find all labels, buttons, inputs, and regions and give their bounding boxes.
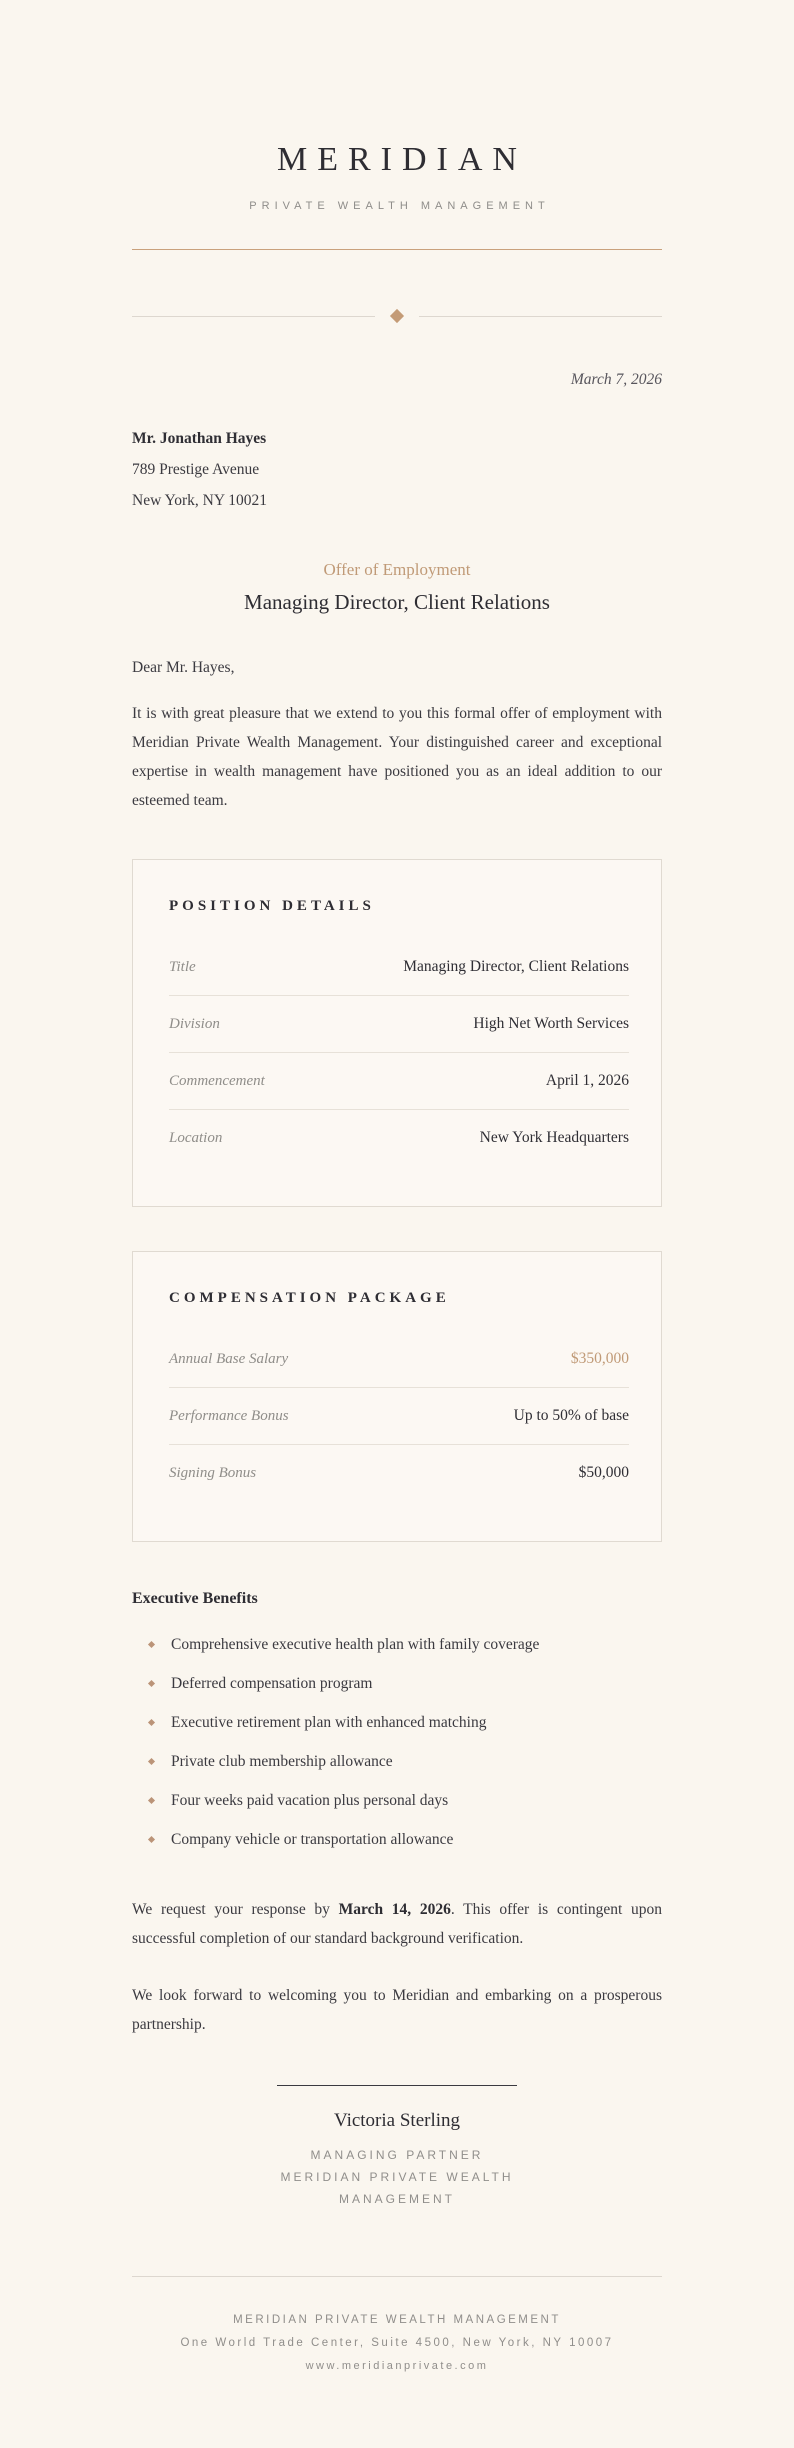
table-row — [169, 1445, 629, 1501]
recipient-address-line1: 789 Prestige Avenue — [132, 461, 260, 478]
row-value: Managing Director, Client Relations — [403, 958, 629, 975]
signatory-org: MERIDIAN PRIVATE WEALTH MANAGEMENT — [280, 2170, 514, 2206]
recipient-block — [132, 423, 662, 516]
row-label: Title — [169, 959, 196, 975]
list-item — [132, 1792, 662, 1810]
position-details-heading: POSITION DETAILS — [169, 898, 375, 914]
signatory-role: MANAGING PARTNER — [310, 2148, 484, 2162]
table-row — [169, 996, 629, 1053]
row-label: Location — [169, 1130, 223, 1146]
intro-paragraph: It is with great pleasure that we extend to you this formal offer of employment with Meridian Private Wealth Management. Your distinguished career and exceptional expertise in wealth management have positioned you as an ideal addition to our esteemed team. — [132, 705, 662, 809]
row-label: Commencement — [169, 1073, 265, 1089]
diamond-bullet-icon — [148, 1836, 155, 1843]
row-label: Division — [169, 1016, 220, 1032]
letter-header — [132, 141, 662, 250]
position-details-card — [132, 859, 662, 1207]
diamond-icon — [390, 309, 404, 323]
signature-rule — [277, 2085, 517, 2086]
benefit-text: Four weeks paid vacation plus personal days — [171, 1792, 449, 1809]
footer-website: www.meridianprivate.com — [305, 2360, 489, 2372]
letter-footer — [132, 2276, 662, 2372]
compensation-rows — [169, 1331, 629, 1501]
table-row — [169, 1388, 629, 1445]
letter-date: March 7, 2026 — [570, 371, 662, 388]
list-item — [132, 1753, 662, 1771]
list-item — [132, 1714, 662, 1732]
row-label: Signing Bonus — [169, 1465, 257, 1481]
diamond-bullet-icon — [148, 1641, 155, 1648]
compensation-heading: COMPENSATION PACKAGE — [169, 1290, 450, 1306]
table-row — [169, 1331, 629, 1388]
row-value: $50,000 — [578, 1464, 629, 1481]
list-item — [132, 1831, 662, 1849]
response-deadline: March 14, 2026 — [338, 1901, 451, 1918]
row-label: Performance Bonus — [169, 1408, 289, 1424]
diamond-bullet-icon — [148, 1680, 155, 1687]
position-details-rows — [169, 939, 629, 1166]
response-text-post: . This offer is contingent upon successful completion of our standard background verification. — [132, 1901, 662, 1947]
diamond-bullet-icon — [148, 1758, 155, 1765]
benefit-text: Executive retirement plan with enhanced matching — [171, 1714, 487, 1731]
benefit-text: Private club membership allowance — [171, 1753, 393, 1770]
response-text-pre: We request your response by — [132, 1901, 339, 1918]
offer-eyebrow: Offer of Employment — [323, 560, 471, 579]
divider-line-left — [132, 316, 375, 317]
response-paragraph — [132, 1895, 662, 1953]
row-value-salary: $350,000 — [570, 1350, 629, 1367]
list-item — [132, 1675, 662, 1693]
brand-tagline: PRIVATE WEALTH MANAGEMENT — [249, 200, 550, 212]
row-value: High Net Worth Services — [473, 1015, 629, 1032]
signature-block — [132, 2085, 662, 2210]
offer-letter — [132, 0, 662, 2372]
page-title: Managing Director, Client Relations — [244, 590, 550, 614]
row-value: April 1, 2026 — [545, 1072, 629, 1089]
row-value: Up to 50% of base — [513, 1407, 629, 1424]
row-value: New York Headquarters — [479, 1129, 629, 1146]
row-label: Annual Base Salary — [169, 1351, 289, 1367]
ornament-divider — [132, 311, 662, 321]
diamond-bullet-icon — [148, 1797, 155, 1804]
benefit-text: Deferred compensation program — [171, 1675, 373, 1692]
footer-company: MERIDIAN PRIVATE WEALTH MANAGEMENT — [233, 2314, 561, 2326]
table-row — [169, 939, 629, 996]
table-row — [169, 1053, 629, 1110]
benefits-list — [132, 1636, 662, 1849]
divider-line-right — [419, 316, 662, 317]
diamond-bullet-icon — [148, 1719, 155, 1726]
salutation: Dear Mr. Hayes, — [132, 659, 235, 676]
benefit-text: Comprehensive executive health plan with family coverage — [171, 1636, 540, 1653]
footer-address: One World Trade Center, Suite 4500, New York, NY 10007 — [180, 2337, 614, 2349]
farewell-paragraph: We look forward to welcoming you to Meridian and embarking on a prosperous partnership. — [132, 1987, 662, 2033]
benefits-heading: Executive Benefits — [132, 1590, 258, 1607]
benefit-text: Company vehicle or transportation allowance — [171, 1831, 454, 1848]
table-row — [169, 1110, 629, 1166]
recipient-address-line2: New York, NY 10021 — [132, 492, 268, 509]
recipient-name: Mr. Jonathan Hayes — [132, 430, 267, 447]
header-rule — [132, 249, 662, 250]
signatory-name: Victoria Sterling — [333, 2110, 461, 2131]
compensation-card — [132, 1251, 662, 1542]
brand-wordmark: MERIDIAN — [277, 141, 527, 178]
list-item — [132, 1636, 662, 1654]
